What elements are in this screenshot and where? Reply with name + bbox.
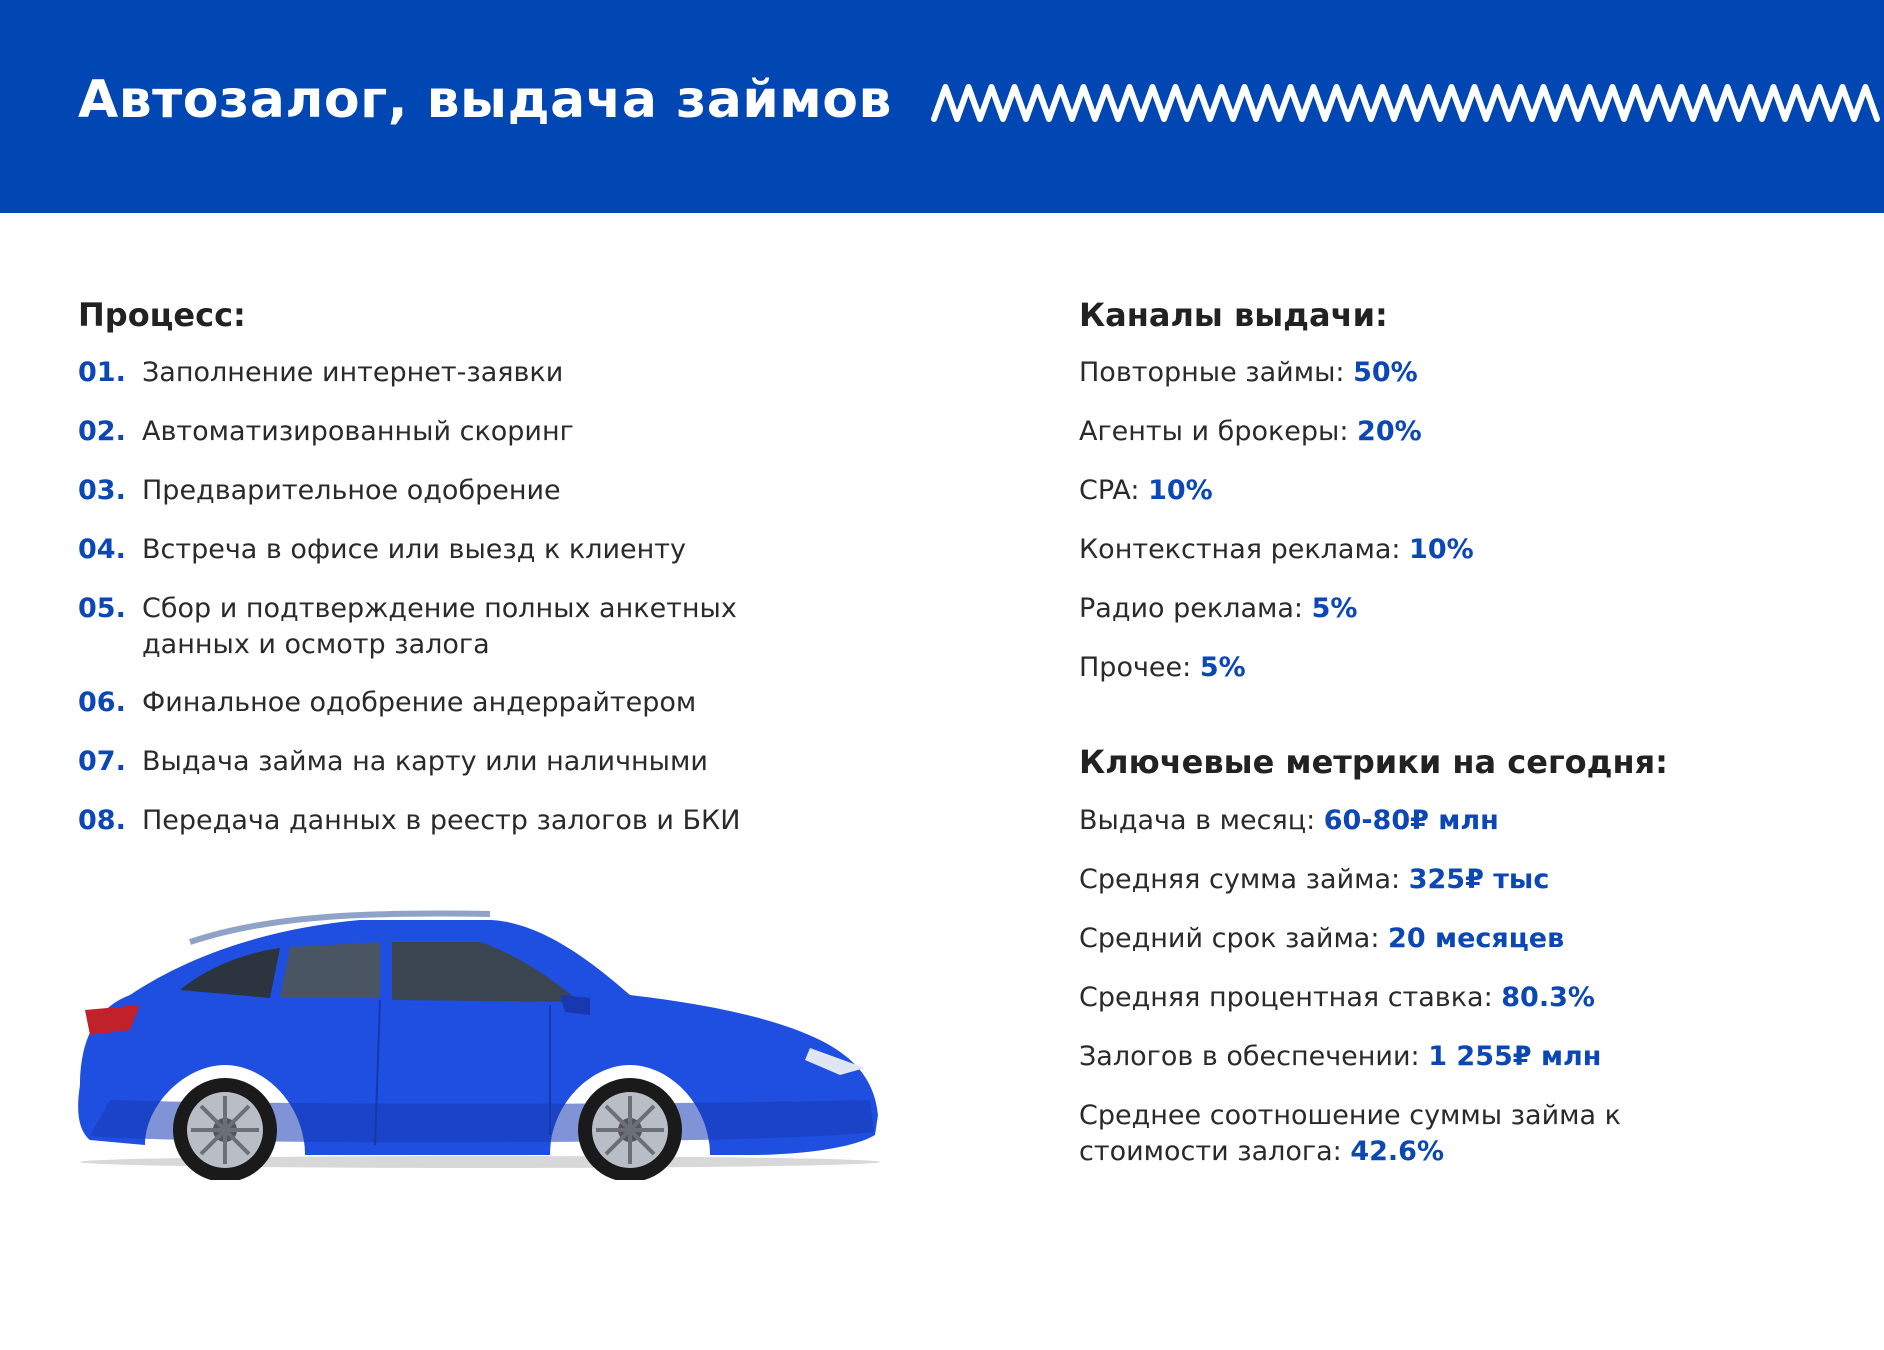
channel-value: 50% (1353, 357, 1418, 388)
channel-label: Прочее: (1079, 652, 1200, 683)
metric-value: 60-80₽ млн (1323, 805, 1499, 836)
metric-item (1079, 803, 1719, 839)
channel-label: Радио реклама: (1079, 593, 1312, 624)
step-number: 08. (78, 805, 126, 836)
step-number: 05. (78, 593, 126, 624)
channel-item (1079, 650, 1719, 686)
channel-item (1079, 591, 1719, 627)
step-text: Сбор и подтверждение полных анкетных данных и осмотр залога (142, 593, 737, 660)
metric-label: Залогов в обеспечении: (1079, 1041, 1429, 1072)
metric-label: Средний срок займа: (1079, 923, 1389, 954)
channel-item (1079, 532, 1719, 568)
step-number: 03. (78, 475, 126, 506)
header-banner (0, 0, 1884, 213)
metric-item (1079, 1039, 1719, 1075)
step-text: Предварительное одобрение (142, 475, 561, 506)
metric-value: 80.3% (1501, 982, 1595, 1013)
process-heading: Процесс: (78, 296, 246, 334)
process-step (78, 355, 778, 391)
step-text: Передача данных в реестр залогов и БКИ (142, 805, 741, 836)
process-step (78, 744, 778, 780)
channel-label: CPA: (1079, 475, 1149, 506)
process-step (78, 803, 798, 839)
metric-item (1079, 862, 1719, 898)
step-number: 07. (78, 746, 126, 777)
metric-label: Средняя процентная ставка: (1079, 982, 1502, 1013)
channel-value: 5% (1199, 652, 1246, 683)
step-number: 04. (78, 534, 126, 565)
channel-item (1079, 355, 1719, 391)
metrics-heading: Ключевые метрики на сегодня: (1079, 743, 1668, 781)
step-text: Автоматизированный скоринг (142, 416, 574, 447)
zigzag-decoration-icon (930, 83, 1884, 123)
process-step (78, 591, 758, 663)
step-text: Заполнение интернет-заявки (142, 357, 564, 388)
page-title: Автозалог, выдача займов (78, 70, 892, 130)
step-number: 02. (78, 416, 126, 447)
metric-value: 20 месяцев (1388, 923, 1565, 954)
car-illustration (70, 900, 890, 1180)
process-step (78, 532, 778, 568)
process-step (78, 685, 778, 721)
channel-label: Агенты и брокеры: (1079, 416, 1358, 447)
channel-value: 20% (1357, 416, 1422, 447)
step-text: Выдача займа на карту или наличными (142, 746, 708, 777)
channel-label: Повторные займы: (1079, 357, 1354, 388)
metric-label: Средняя сумма займа: (1079, 864, 1409, 895)
metric-value: 325₽ тыс (1408, 864, 1550, 895)
step-number: 06. (78, 687, 126, 718)
metric-item (1079, 980, 1719, 1016)
channel-label: Контекстная реклама: (1079, 534, 1410, 565)
channel-value: 5% (1311, 593, 1358, 624)
channel-item (1079, 473, 1719, 509)
metric-item (1079, 921, 1719, 957)
metric-label: Выдача в месяц: (1079, 805, 1324, 836)
metric-label: Среднее соотношение суммы займа к стоимости залога: (1079, 1100, 1621, 1167)
metric-value: 1 255₽ млн (1428, 1041, 1602, 1072)
process-step (78, 473, 778, 509)
step-text: Финальное одобрение андеррайтером (142, 687, 697, 718)
channel-value: 10% (1148, 475, 1213, 506)
metric-item (1079, 1098, 1639, 1170)
channel-item (1079, 414, 1719, 450)
step-text: Встреча в офисе или выезд к клиенту (142, 534, 686, 565)
metric-value: 42.6% (1350, 1136, 1444, 1167)
step-number: 01. (78, 357, 126, 388)
process-step (78, 414, 778, 450)
channel-value: 10% (1409, 534, 1474, 565)
channels-heading: Каналы выдачи: (1079, 296, 1388, 334)
